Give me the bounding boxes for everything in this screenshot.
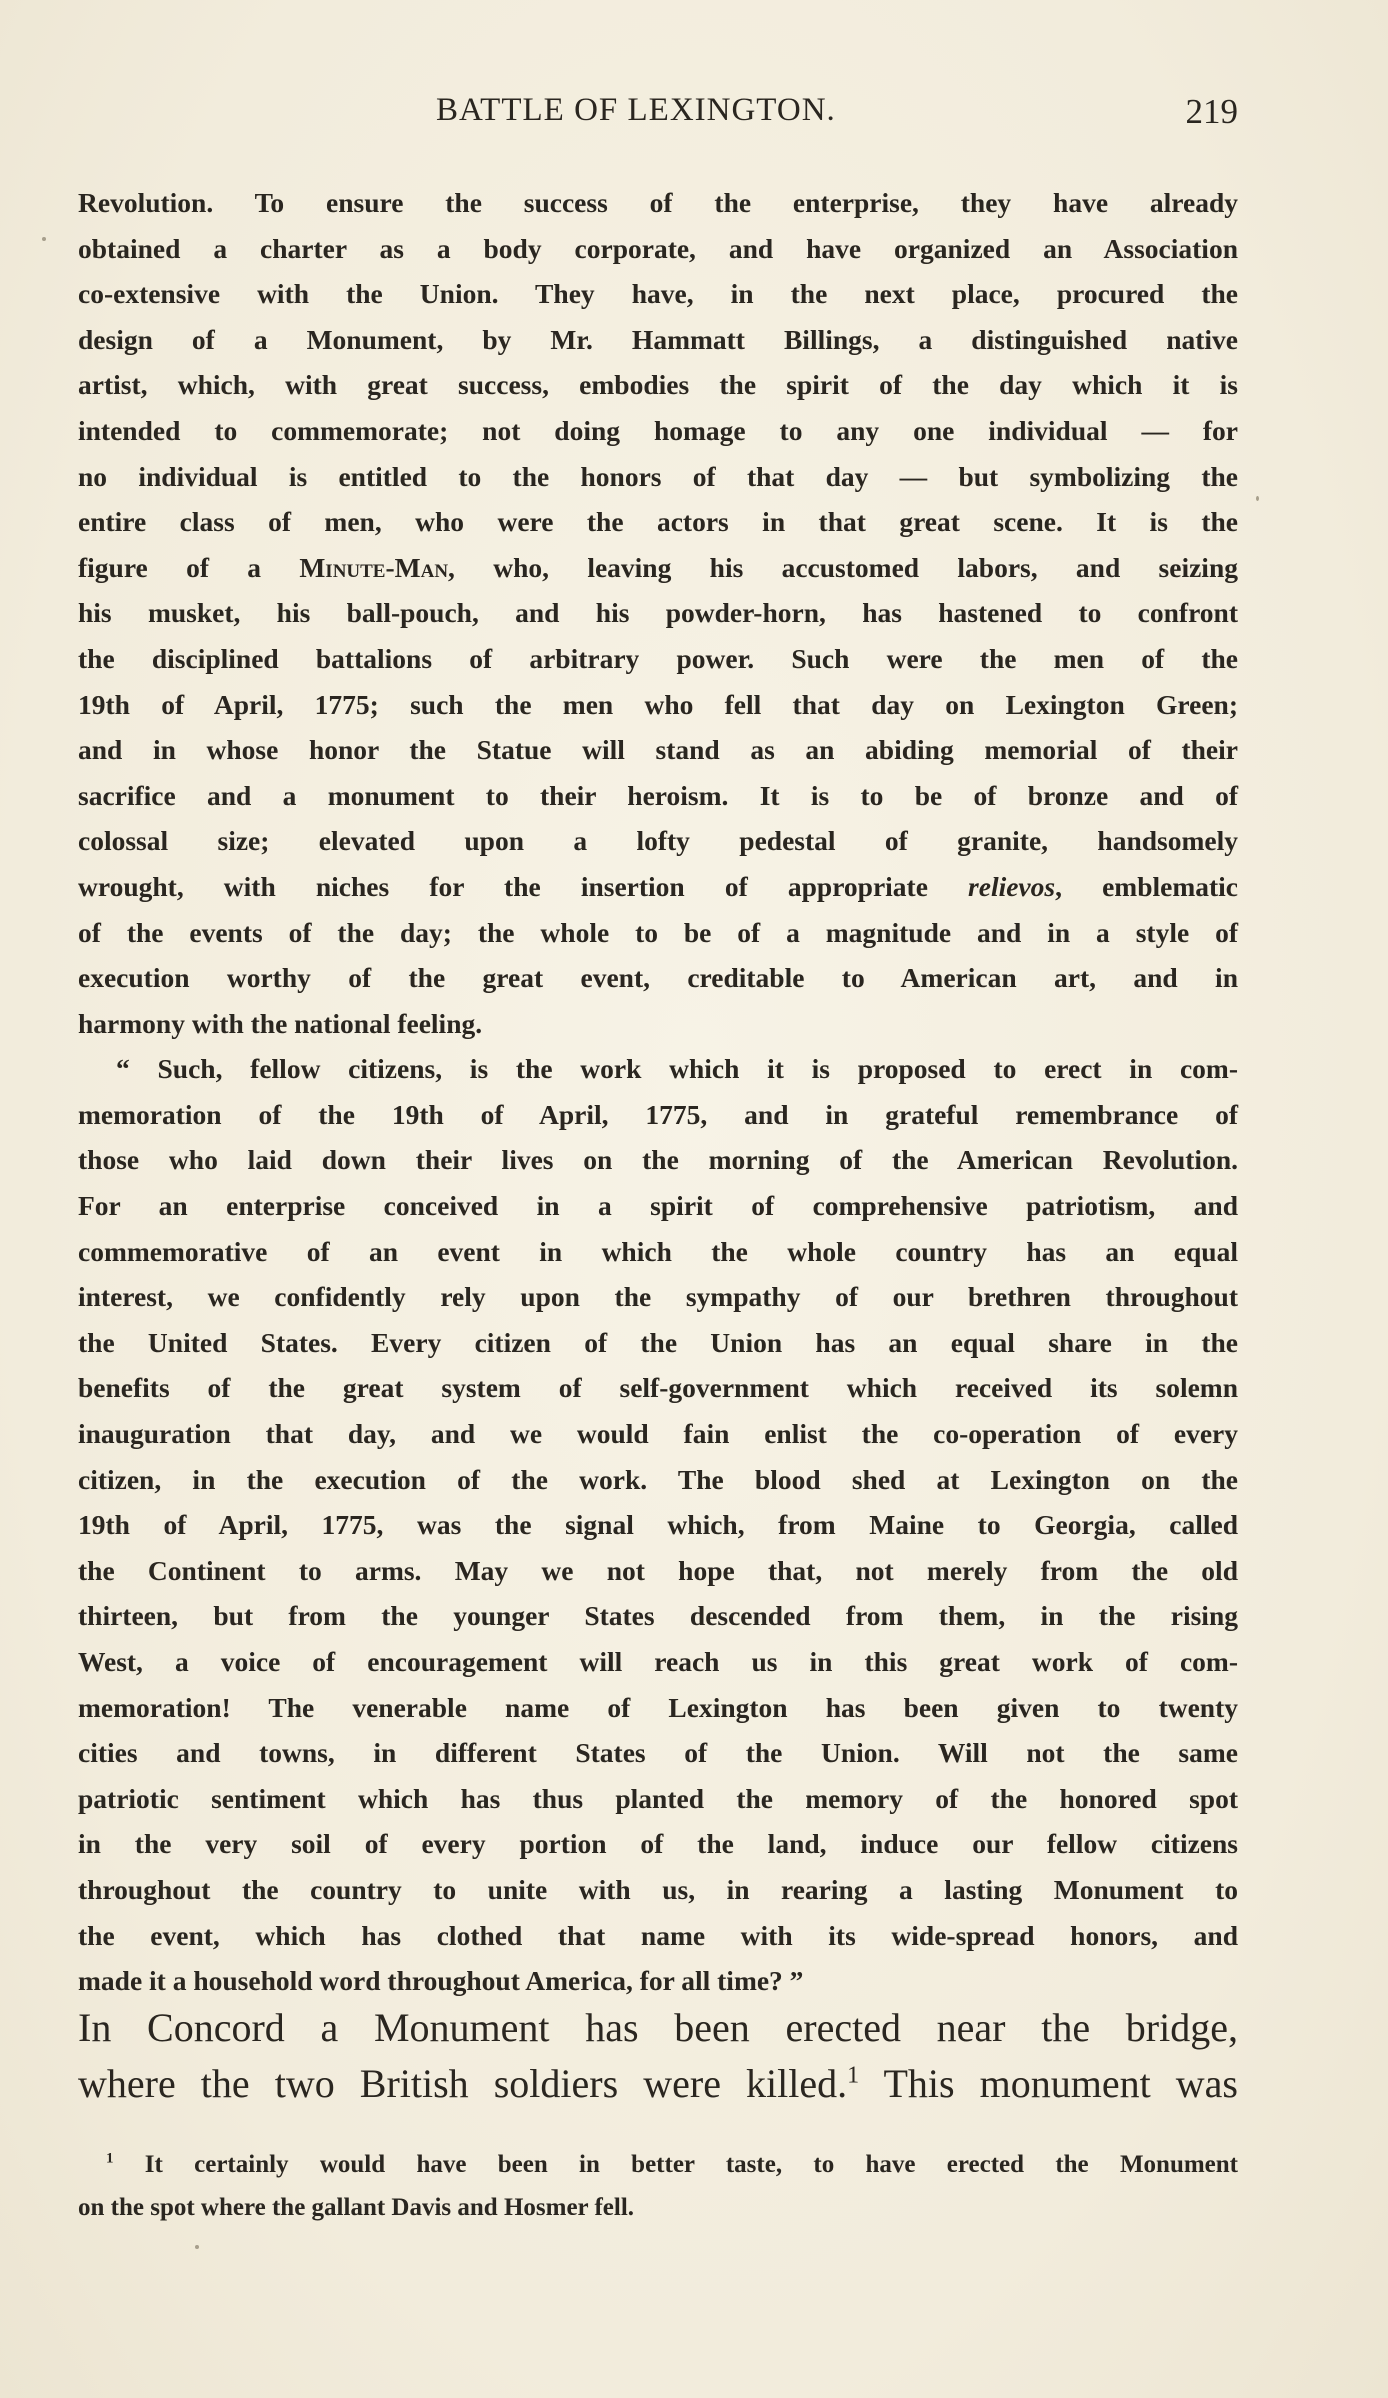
text-line: memoration! The venerable name of Lexington has been given to twenty	[78, 1691, 1238, 1723]
text-line: the United States. Every citizen of the Union has an equal share in the	[78, 1326, 1238, 1358]
text-line	[78, 545, 1238, 591]
text-segment: It certainly would have been in better taste, to have erected the Monument	[113, 2151, 1238, 2178]
text-segment: figure of a	[78, 551, 300, 583]
text-line: harmony with the national feeling.	[78, 1007, 483, 1039]
text-line: of the events of the day; the whole to be of a magnitude and in a style of	[78, 916, 1238, 948]
small-caps-term: Minute-Man	[299, 551, 449, 583]
text-line: 19th of April, 1775, was the signal which, from Maine to Georgia, called	[78, 1509, 1238, 1541]
text-line: those who laid down their lives on the morning of the American Revolution.	[78, 1144, 1238, 1176]
text-segment: wrought, with niches for the insertion of appropriate	[78, 870, 969, 902]
text-line: For an enterprise conceived in a spirit of comprehensive patriotism, and	[78, 1190, 1238, 1222]
paper-speck	[195, 2245, 199, 2249]
text-line: his musket, his ball-pouch, and his powder-horn, has hastened to confront	[78, 597, 1238, 629]
text-line: design of a Monument, by Mr. Hammatt Billings, a distinguished native	[78, 323, 1238, 355]
text-line: benefits of the great system of self-government which received its solemn	[78, 1372, 1238, 1404]
text-line: obtained a charter as a body corporate, and have organized an Association	[78, 232, 1238, 264]
text-line: West, a voice of encouragement will reach us in this great work of com-	[78, 1646, 1238, 1677]
text-line: commemorative of an event in which the whole country has an equal	[78, 1235, 1238, 1267]
text-line: artist, which, with great success, embodies the spirit of the day which it is	[78, 369, 1238, 401]
text-segment: where the two British soldiers were killed.	[78, 2061, 848, 2106]
text-line: “ Such, fellow citizens, is the work which it is proposed to erect in com-	[116, 1053, 1238, 1085]
text-line: co-extensive with the Union. They have, in the next place, procured the	[78, 278, 1238, 310]
footnote	[78, 2143, 1238, 2229]
page-number: 219	[1185, 92, 1238, 131]
text-line: patriotic sentiment which has thus planted the memory of the honored spot	[78, 1782, 1238, 1814]
text-line: interest, we confidently rely upon the sympathy of our brethren throughout	[78, 1281, 1238, 1313]
text-segment: , who, leaving his accustomed labors, and seizing	[448, 551, 1238, 583]
text-line: entire class of men, who were the actors in that great scene. It is the	[78, 506, 1238, 538]
text-line: no individual is entitled to the honors of that day — but symbolizing the	[78, 460, 1238, 492]
text-line: execution worthy of the great event, creditable to American art, and in	[78, 962, 1238, 994]
large-text-line: In Concord a Monument has been erected near the bridge,	[78, 2005, 1238, 2050]
text-line: Revolution. To ensure the success of the enterprise, they have already	[78, 187, 1238, 218]
text-line: intended to commemorate; not doing homage to any one individual — for	[78, 414, 1238, 446]
text-line: the Continent to arms. May we not hope that, not merely from the old	[78, 1554, 1238, 1586]
paper-speck	[42, 237, 46, 241]
text-line: in the very soil of every portion of the land, induce our fellow citizens	[78, 1828, 1238, 1860]
italic-term: relievos	[968, 870, 1056, 902]
footnote-marker: 1	[106, 2150, 114, 2167]
text-line: 19th of April, 1775; such the men who fell that day on Lexington Green;	[78, 688, 1238, 720]
text-line: cities and towns, in different States of the Union. Will not the same	[78, 1737, 1238, 1769]
footnote-line: on the spot where the gallant Davis and Hosmer fell.	[78, 2194, 635, 2221]
large-text-line	[78, 2056, 1238, 2112]
text-segment: This monument was	[859, 2061, 1238, 2106]
text-line: throughout the country to unite with us, in rearing a lasting Monument to	[78, 1873, 1238, 1905]
footnote-line	[78, 2143, 1238, 2186]
text-line: made it a household word throughout America, for all time? ”	[78, 1965, 804, 1997]
body-text	[78, 180, 1238, 2004]
text-segment: , emblematic	[1055, 870, 1238, 902]
large-text-paragraph	[78, 2000, 1238, 2112]
text-line: the event, which has clothed that name with its wide-spread honors, and	[78, 1919, 1238, 1951]
text-line: the disciplined battalions of arbitrary power. Such were the men of the	[78, 642, 1238, 674]
text-line: memoration of the 19th of April, 1775, and in grateful remembrance of	[78, 1098, 1238, 1130]
running-head	[78, 92, 1238, 140]
text-line	[78, 864, 1238, 910]
footnote-reference: 1	[847, 2062, 860, 2089]
text-line: sacrifice and a monument to their heroism. It is to be of bronze and of	[78, 779, 1238, 811]
paper-speck	[1256, 496, 1259, 501]
running-title: BATTLE OF LEXINGTON.	[436, 92, 836, 128]
text-line: colossal size; elevated upon a lofty pedestal of granite, handsomely	[78, 825, 1238, 857]
text-line: citizen, in the execution of the work. The blood shed at Lexington on the	[78, 1463, 1238, 1495]
text-line: inauguration that day, and we would fain enlist the co-operation of every	[78, 1418, 1238, 1450]
text-line: and in whose honor the Statue will stand as an abiding memorial of their	[78, 734, 1238, 766]
text-line: thirteen, but from the younger States descended from them, in the rising	[78, 1600, 1238, 1632]
